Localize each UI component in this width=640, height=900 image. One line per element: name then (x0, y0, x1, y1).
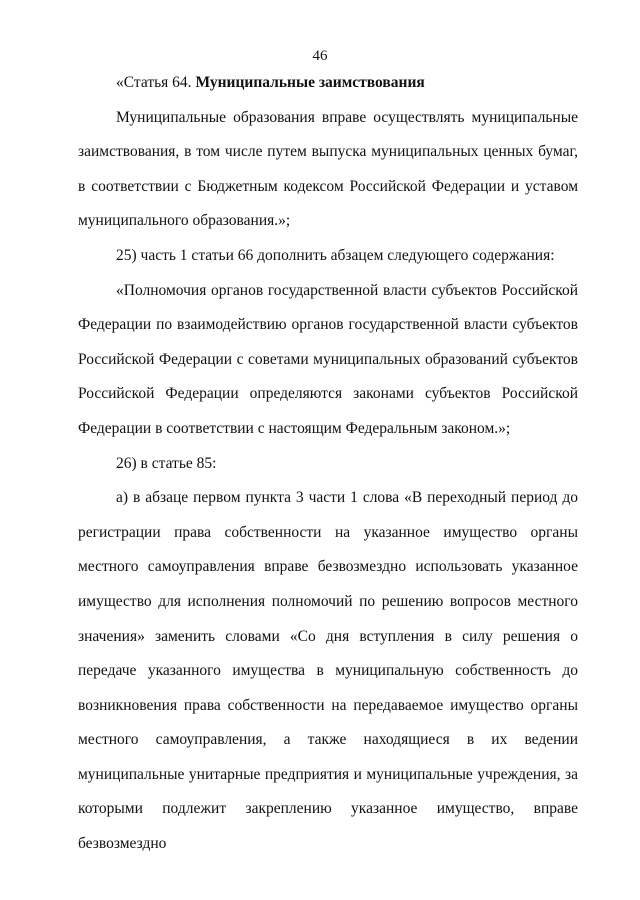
paragraph-article-64-text: Муниципальные образования вправе осуществлять муниципальные заимствования, в том числе путем выпуска муниципальных ценных бумаг, в соответствии с Бюджетным кодексом Российской Федерации и уставом муниципального образования.»; (78, 108, 578, 230)
paragraph-item-26-a: а) в абзаце первом пункта 3 части 1 слова «В переходный период до регистрации права собственности на указанное имущество органы местного самоуправления вправе безвозмездно использовать указанное имущество для исполнения полномочий по решению вопросов местного значения» заменить словами «Со дня вступления в силу решения о передаче указанного имущества в муниципальную собственность до возникновения права собственности на передаваемое имущество органы местного самоуправления, а также находящиеся в их ведении муниципальные унитарные предприятия и муниципальные учреждения, за которыми подлежит закреплению указанное имущество, вправе безвозмездно (78, 489, 578, 853)
paragraph-item-25: 25) часть 1 статьи 66 дополнить абзацем следующего содержания: (116, 246, 555, 264)
document-body (78, 66, 578, 862)
paragraph-item-25-text: «Полномочия органов государственной власти субъектов Российской Федерации по взаимодействию органов государственной власти субъектов Российской Федерации с советами муниципальных образований субъектов Российской Федерации определяются законами субъектов Российской Федерации в соответствии с настоящим Федеральным законом.»; (78, 281, 578, 437)
article-heading-prefix: «Статья 64. (116, 74, 196, 91)
article-heading (78, 66, 578, 101)
article-heading-title: Муниципальные заимствования (195, 74, 425, 91)
paragraph-item-26: 26) в статье 85: (116, 454, 217, 472)
page-number: 46 (312, 48, 328, 64)
